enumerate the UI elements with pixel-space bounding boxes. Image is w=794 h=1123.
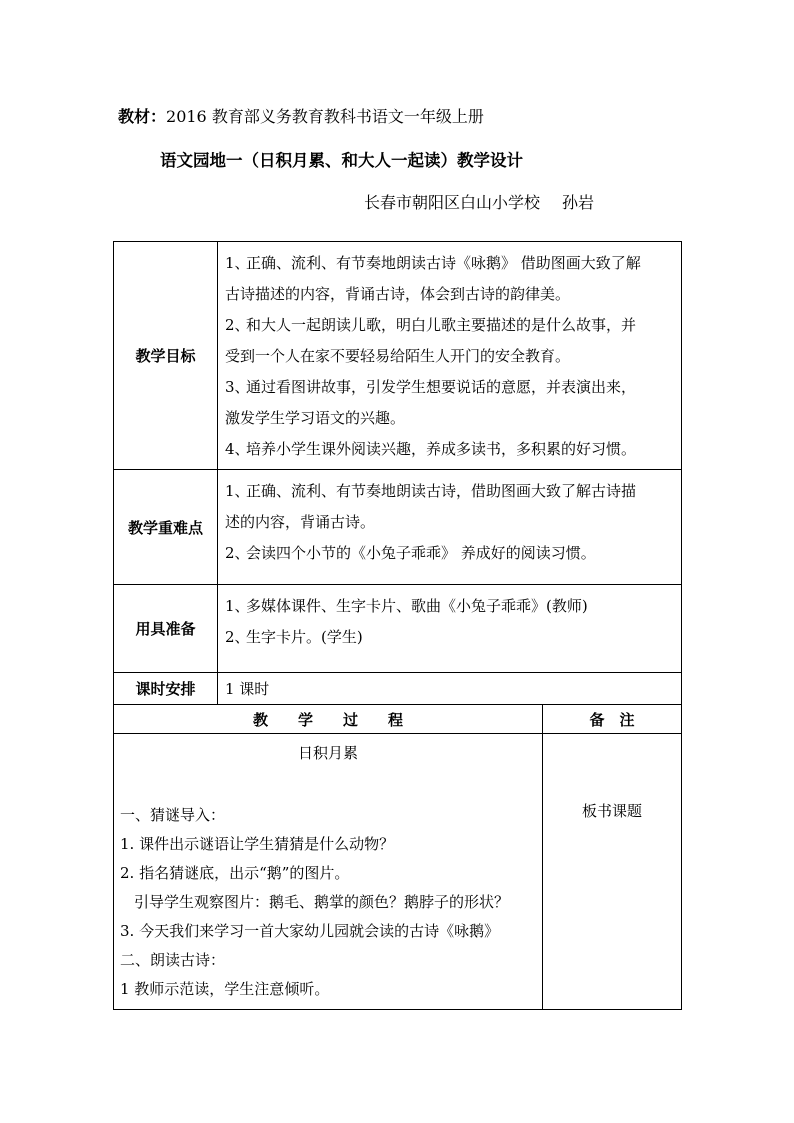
process-line: 1. 课件出示谜语让学生猜猜是什么动物？	[120, 835, 395, 853]
process-line: 一、猜谜导入：	[120, 806, 226, 824]
school-author-line	[364, 190, 594, 213]
key-points-label: 教学重难点	[114, 470, 218, 585]
tools-row	[114, 585, 682, 673]
tools-content	[218, 585, 682, 673]
process-line: 2. 指名猜谜底，出示“鹅”的图片。	[120, 864, 350, 882]
list-item: 1、多媒体课件、生字卡片、歌曲《小兔子乖乖》(教师)	[225, 597, 588, 615]
material-label: 教材：	[118, 107, 167, 126]
schedule-value: 1 课时	[218, 673, 682, 705]
process-header-row	[114, 705, 682, 734]
notes-header: 备 注	[543, 705, 682, 734]
process-header: 教 学 过 程	[114, 705, 543, 734]
list-item-continuation: 古诗描述的内容，背诵古诗，体会到古诗的韵律美。	[225, 285, 571, 303]
goals-label: 教学目标	[114, 242, 218, 470]
key-points-content	[218, 470, 682, 585]
list-item-continuation: 述的内容，背诵古诗。	[225, 513, 376, 531]
list-item: 4、培养小学生课外阅读兴趣，养成多读书，多积累的好习惯。	[225, 440, 637, 458]
material-line	[118, 104, 484, 127]
process-line: 1 教师示范读，学生注意倾听。	[120, 980, 330, 998]
section-title: 日积月累	[297, 744, 358, 762]
process-note: 板书课题	[543, 734, 682, 1010]
list-item: 2、会读四个小节的《小兔子乖乖》 养成好的阅读习惯。	[225, 544, 596, 562]
material-text: 2016 教育部义务教育教科书语文一年级上册	[166, 107, 484, 126]
list-item: 3、通过看图讲故事，引发学生想要说话的意愿，并表演出来，	[225, 378, 637, 396]
process-content	[114, 734, 543, 1010]
document-title: 语文园地一（日积月累、和大人一起读）教学设计	[160, 151, 523, 170]
list-item-continuation: 激发学生学习语文的兴趣。	[225, 409, 406, 427]
schedule-row	[114, 673, 682, 705]
list-item: 1、正确、流利、有节奏地朗读古诗《咏鹅》 借助图画大致了解	[225, 254, 641, 272]
list-item-continuation: 受到一个人在家不要轻易给陌生人开门的安全教育。	[225, 347, 571, 365]
process-line: 3. 今天我们来学习一首大家幼儿园就会读的古诗《咏鹅》	[120, 922, 500, 940]
lesson-plan-table	[113, 241, 682, 1010]
key-points-row	[114, 470, 682, 585]
goals-content	[218, 242, 682, 470]
process-body-row	[114, 734, 682, 1010]
process-line: 引导学生观察图片：鹅毛、鹅掌的颜色？鹅脖子的形状？	[134, 893, 510, 911]
process-line: 二、朗读古诗：	[120, 951, 226, 969]
tools-label: 用具准备	[114, 585, 218, 673]
goals-row	[114, 242, 682, 470]
list-item: 2、和大人一起朗读儿歌，明白儿歌主要描述的是什么故事，并	[225, 316, 637, 334]
school-name: 长春市朝阳区白山小学校	[364, 193, 541, 212]
author-name: 孙岩	[562, 193, 595, 212]
list-item: 1、正确、流利、有节奏地朗读古诗，借助图画大致了解古诗描	[225, 482, 637, 500]
schedule-label: 课时安排	[114, 673, 218, 705]
list-item: 2、生字卡片。(学生)	[225, 628, 363, 646]
